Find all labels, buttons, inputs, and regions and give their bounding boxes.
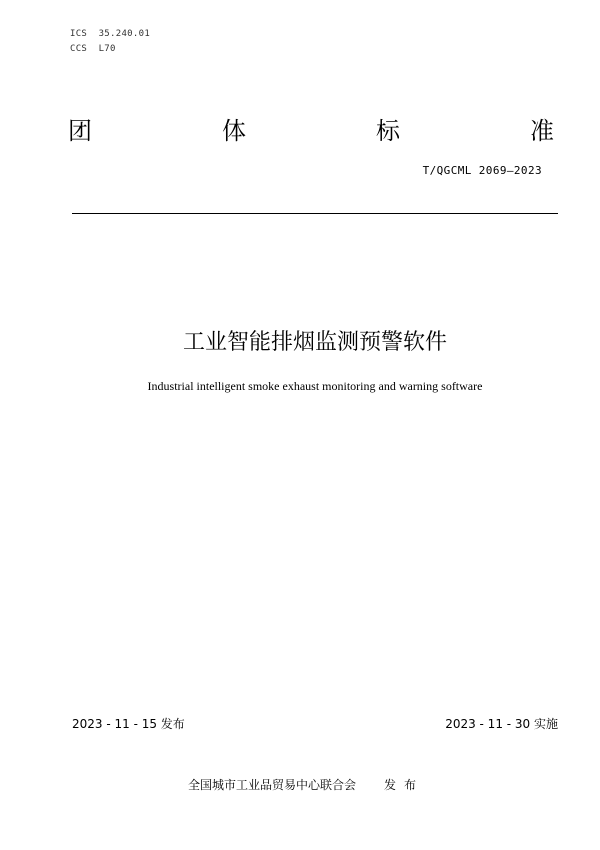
publisher-line bbox=[0, 776, 600, 794]
implementation-date: 2023 - 11 - 30 实施 bbox=[445, 717, 558, 731]
document-type-char: 团 bbox=[68, 117, 92, 145]
title-english: Industrial intelligent smoke exhaust monitoring and warning software bbox=[147, 379, 483, 393]
document-type-char: 标 bbox=[376, 117, 400, 145]
standard-number: T/QGCML 2069—2023 bbox=[422, 164, 542, 177]
publisher-name: 全国城市工业品贸易中心联合会 bbox=[187, 778, 356, 792]
document-type-char: 准 bbox=[530, 117, 554, 145]
header-divider bbox=[72, 213, 558, 214]
title-chinese: 工业智能排烟监测预警软件 bbox=[182, 330, 447, 355]
ics-code: ICS 35.240.01 bbox=[70, 29, 151, 39]
ccs-code: CCS L70 bbox=[70, 44, 116, 54]
document-type bbox=[68, 114, 554, 148]
document-type-char: 体 bbox=[222, 117, 246, 145]
issue-date: 2023 - 11 - 15 发布 bbox=[72, 717, 185, 731]
publish-label: 发布 bbox=[384, 778, 425, 792]
